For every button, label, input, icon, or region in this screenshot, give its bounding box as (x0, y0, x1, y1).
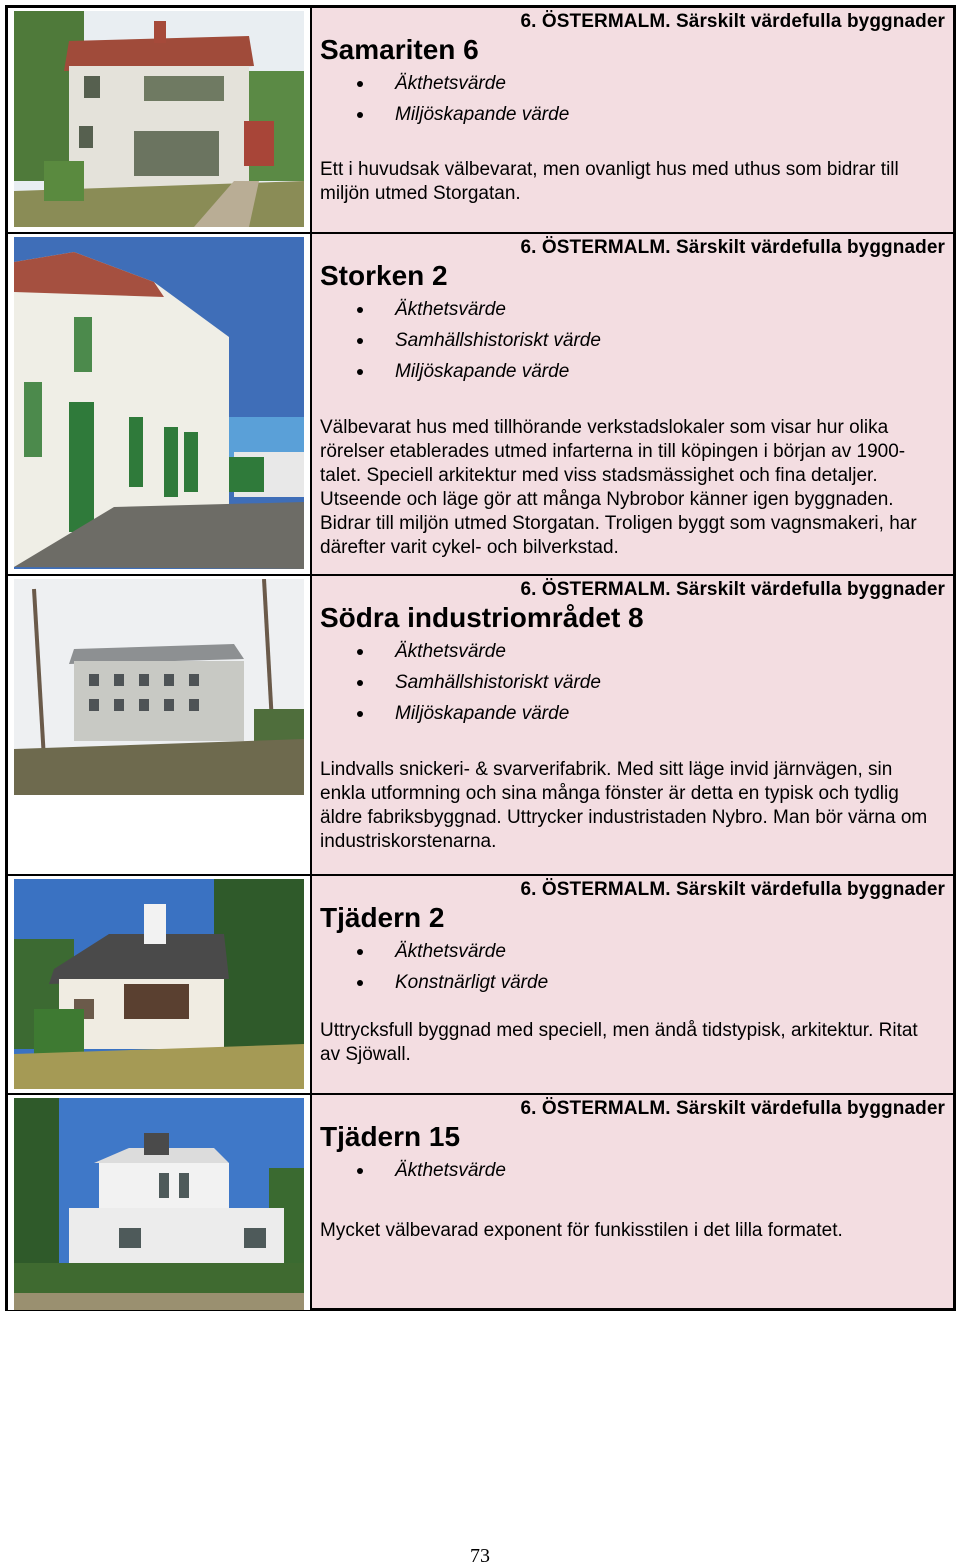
text-cell (312, 576, 953, 876)
photo-cell (8, 1095, 312, 1310)
value-item: Äkthetsvärde (320, 936, 548, 967)
house-photo (14, 237, 304, 569)
value-item: Miljöskapande värde (320, 698, 601, 729)
text-cell (312, 234, 953, 576)
value-item: Konstnärligt värde (320, 967, 548, 998)
description: Välbevarat hus med tillhörande verkstadslokaler som visar hur olika rörelser etablerades utmed infarterna in till köpingen i början av 1900-talet. Speciell arkitektur med viss stadsmässighet och fina detaljer. Utseende och läge gör att många Nybrobor känner igen byggnaden. Bidrar till miljön utmed Storgatan. Troligen byggt som vagnsmakeri, har därefter varit cykel- och bilverkstad. (320, 417, 917, 558)
house-photo (14, 11, 304, 227)
description: Mycket välbevarad exponent för funkisstilen i det lilla formatet. (320, 1220, 843, 1241)
photo-cell (8, 576, 312, 876)
house-photo (14, 579, 304, 795)
value-list (320, 294, 601, 387)
description: Ett i huvudsak välbevarat, men ovanligt hus med uthus som bidrar till miljön utmed Storgatan. (320, 159, 899, 204)
house-photo (14, 1098, 304, 1310)
text-cell (312, 8, 953, 232)
property-title: Tjädern 2 (320, 902, 445, 933)
page-number: 73 (470, 1545, 490, 1567)
property-title: Storken 2 (320, 260, 448, 291)
property-title: Södra industriområdet 8 (320, 602, 644, 633)
description: Lindvalls snickeri- & svarverifabrik. Med sitt läge invid järnvägen, sin enkla utformning och sina många fönster är detta en typisk och tydlig äldre fabriksbyggnad. Uttrycker industristaden Nybro. Man bör värna om industriskorstenarna. (320, 759, 928, 852)
entry-row-samariten-6 (8, 8, 953, 232)
section-label: 6. ÖSTERMALM. Särskilt värdefulla byggnader (520, 237, 945, 258)
house-photo (14, 879, 304, 1089)
section-label: 6. ÖSTERMALM. Särskilt värdefulla byggnader (520, 579, 945, 600)
text-cell (312, 1095, 953, 1310)
entry-row-tjadern-15 (8, 1093, 953, 1310)
value-item: Samhällshistoriskt värde (320, 667, 601, 698)
value-list (320, 936, 548, 998)
photo-cell (8, 876, 312, 1095)
entry-row-sodra-industriomradet-8 (8, 574, 953, 876)
building-inventory-table (5, 5, 956, 1311)
entry-row-tjadern-2 (8, 874, 953, 1095)
value-item: Äkthetsvärde (320, 1155, 506, 1186)
section-label: 6. ÖSTERMALM. Särskilt värdefulla byggnader (520, 879, 945, 900)
photo-cell (8, 234, 312, 576)
value-item: Äkthetsvärde (320, 68, 569, 99)
description: Uttrycksfull byggnad med speciell, men ändå tidstypisk, arkitektur. Ritat av Sjöwall. (320, 1020, 918, 1065)
value-list (320, 1155, 506, 1186)
value-item: Äkthetsvärde (320, 294, 601, 325)
section-label: 6. ÖSTERMALM. Särskilt värdefulla byggnader (520, 11, 945, 32)
text-cell (312, 876, 953, 1095)
property-title: Tjädern 15 (320, 1121, 461, 1152)
value-item: Miljöskapande värde (320, 356, 601, 387)
property-title: Samariten 6 (320, 34, 479, 65)
photo-cell (8, 8, 312, 232)
value-item: Miljöskapande värde (320, 99, 569, 130)
section-label: 6. ÖSTERMALM. Särskilt värdefulla byggnader (520, 1098, 945, 1119)
value-item: Äkthetsvärde (320, 636, 601, 667)
value-list (320, 68, 569, 130)
value-list (320, 636, 601, 729)
entry-row-storken-2 (8, 232, 953, 576)
value-item: Samhällshistoriskt värde (320, 325, 601, 356)
